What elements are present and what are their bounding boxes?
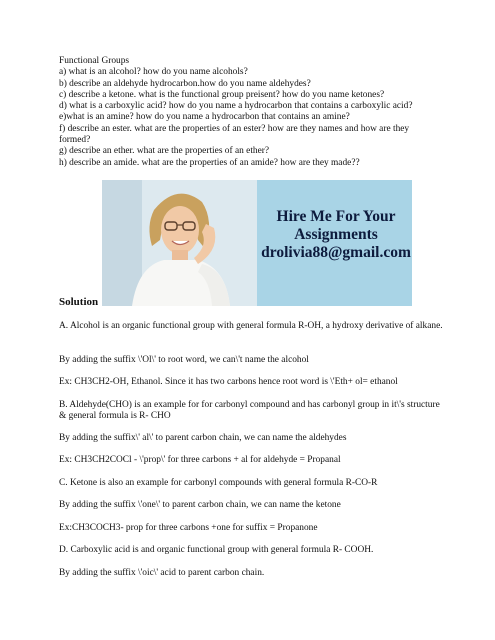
solution-paragraph: Ex: CH3CH2COCl - \'prop\' for three carbons + al for aldehyde = Propanal [59, 455, 341, 465]
solution-paragraph: By adding the suffix \'one\' to parent carbon chain, we can name the ketone [59, 500, 341, 510]
solution-paragraph: C. Ketone is also an example for carbonyl compounds with general formula R-CO-R [59, 478, 378, 488]
banner-text [260, 208, 412, 262]
banner-line-1: Hire Me For Your [276, 208, 396, 225]
solution-paragraph: A. Alcohol is an organic functional group with general formula R-OH, a hydroxy derivative of alkane. [59, 321, 443, 331]
question-item: d) what is a carboxylic acid? how do you name a hydrocarbon that contains a carboxylic acid? [59, 101, 413, 112]
question-item: a) what is an alcohol? how do you name alcohols? [59, 67, 248, 78]
solution-heading: Solution [59, 296, 99, 308]
question-item: g) describe an ether. what are the properties of an ether? [59, 146, 270, 157]
advertisement-banner [102, 180, 412, 306]
question-item: e)what is an amine? how do you name a hydrocarbon that contains an amine? [59, 112, 350, 123]
woman-illustration [102, 180, 257, 306]
solution-paragraph: D. Carboxylic acid is and organic functional group with general formula R- COOH. [59, 545, 374, 555]
questions-block [59, 56, 439, 169]
solution-paragraph: By adding the suffix\' al\' to parent carbon chain, we can name the aldehydes [59, 433, 347, 443]
solution-paragraph: Ex:CH3COCH3- prop for three carbons +one for suffix = Propanone [59, 523, 318, 533]
banner-line-2: Assignments [294, 226, 378, 243]
banner-email[interactable]: drolivia88@gmail.com [261, 244, 411, 261]
questions-heading: Functional Groups [59, 56, 130, 66]
solution-paragraph: By adding the suffix \'Ol\' to root word, we can\'t name the alcohol [59, 355, 309, 365]
question-item: b) describe an aldehyde hydrocarbon.how do you name aldehydes? [59, 78, 311, 89]
question-item: h) describe an amide. what are the properties of an amide? how are they made?? [59, 157, 360, 168]
woman-photo [102, 180, 257, 306]
solution-paragraph: B. Aldehyde(CHO) is an example for for carbonyl compound and has carbonyl group in it\'s structure & general formula is R- CHO [59, 400, 440, 422]
solution-paragraph: By adding the suffix \'oic\' acid to parent carbon chain. [59, 568, 265, 578]
question-item: f) describe an ester. what are the properties of an ester? how are they names and how are they formed? [59, 123, 410, 146]
solution-paragraph: Ex: CH3CH2-OH, Ethanol. Since it has two carbons hence root word is \'Eth+ ol= ethanol [59, 377, 398, 387]
question-item: c) describe a ketone. what is the functional group preisent? how do you name ketones? [59, 89, 385, 100]
